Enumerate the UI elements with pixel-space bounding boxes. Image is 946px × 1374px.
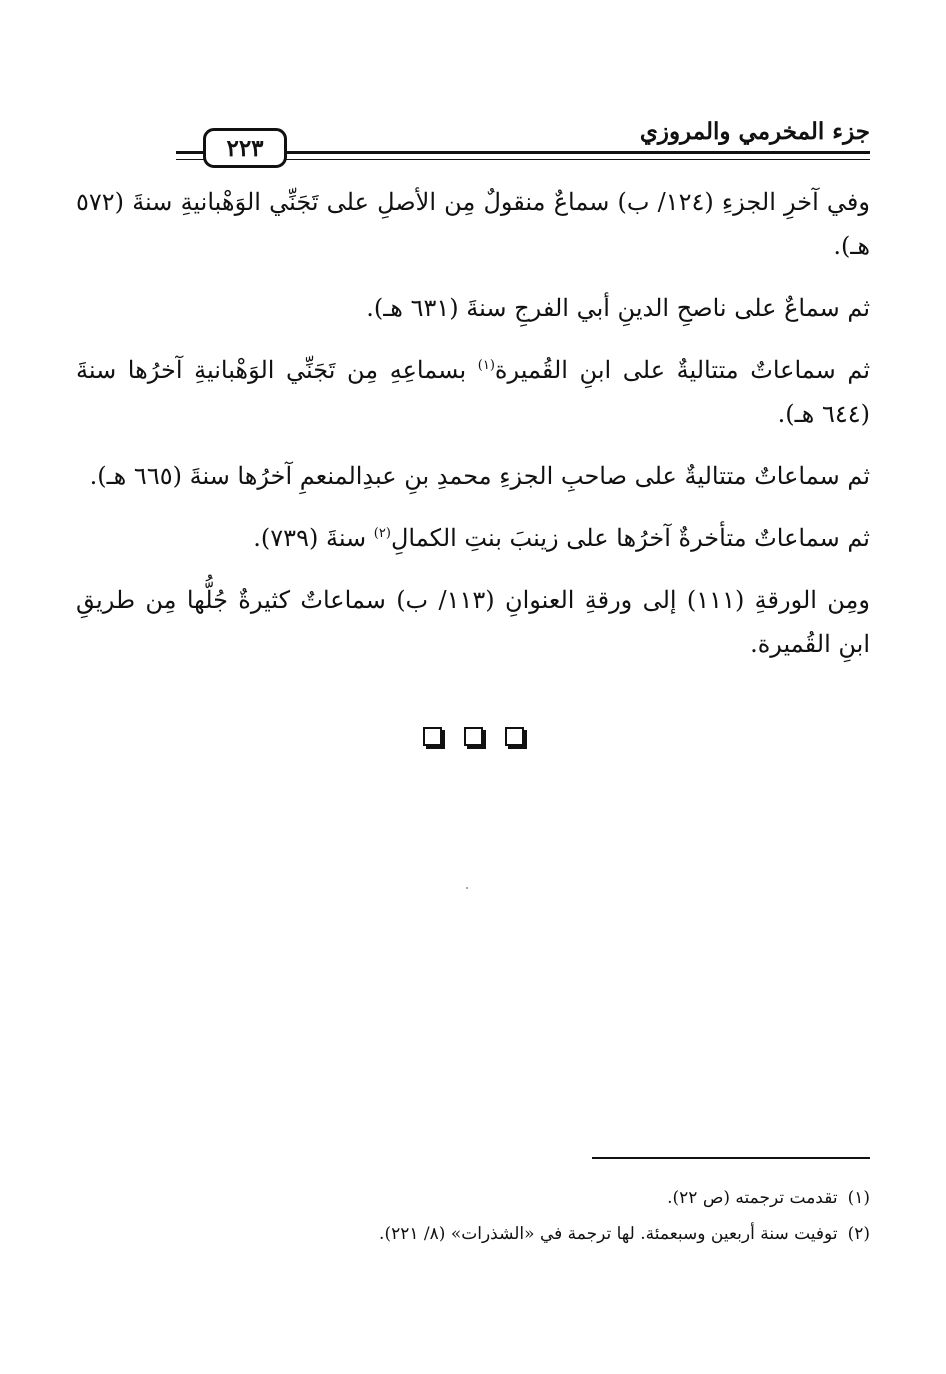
page-number: ٢٢٣ — [203, 128, 287, 168]
footnote-number: (٢) — [847, 1224, 870, 1244]
paragraph-3 — [76, 348, 870, 436]
square-bullet-icon — [464, 727, 483, 746]
paragraph-5-text-before: ثم سماعاتٌ متأخرةٌ آخرُها على زينبَ بنتِ الكمالِ — [390, 524, 870, 552]
running-header-title: جزء المخرمي والمروزي — [639, 118, 870, 145]
paragraph-2: ثم سماعٌ على ناصحِ الدينِ أبي الفرجِ سنةَ (٦٣١ هـ). — [366, 294, 870, 322]
paragraph-5 — [76, 516, 870, 560]
paragraph-3-text-before: ثم سماعاتٌ متتاليةٌ على ابنِ القُميرة — [494, 356, 870, 384]
paragraph-3-text-after: بسماعِهِ مِن تَجَنِّي الوَهْبانيةِ آخرُها سنةَ (٦٤٤ هـ). — [76, 356, 870, 428]
footnote-rule — [592, 1157, 870, 1159]
main-text — [76, 180, 870, 684]
paragraph-5-text-after: سنةَ (٧٣٩). — [253, 524, 374, 552]
footnote-ref-2: (٢) — [373, 526, 391, 541]
footnote-ref-1: (١) — [477, 358, 495, 373]
paragraph-6: ومِن الورقةِ (١١١) إلى ورقةِ العنوانِ (١١٣/ ب) سماعاتٌ كثيرةٌ جُلُّها مِن طريقِ ابنِ القُميرة. — [76, 586, 870, 658]
footnote-text: توفيت سنة أربعين وسبعمئة. لها ترجمة في «الشذرات» (٨/ ٢٢١). — [379, 1224, 838, 1244]
footnote-1 — [76, 1180, 870, 1216]
footnote-text: تقدمت ترجمته (ص ٢٢). — [667, 1188, 838, 1208]
square-bullet-icon — [505, 727, 524, 746]
footnote-2 — [76, 1216, 870, 1252]
footnote-number: (١) — [847, 1188, 870, 1208]
stray-dot — [466, 887, 468, 889]
square-bullet-icon — [423, 727, 442, 746]
paragraph-4: ثم سماعاتٌ متتاليةٌ على صاحبِ الجزءِ محمدِ بنِ عبدِالمنعمِ آخرُها سنةَ (٦٦٥ هـ). — [89, 462, 870, 490]
section-separator — [0, 727, 946, 746]
paragraph-1: وفي آخرِ الجزءِ (١٢٤/ ب) سماعٌ منقولٌ مِن الأصلِ على تَجَنِّي الوَهْبانيةِ سنةَ (٥٧٢ هـ). — [76, 188, 870, 260]
footnotes — [76, 1180, 870, 1252]
